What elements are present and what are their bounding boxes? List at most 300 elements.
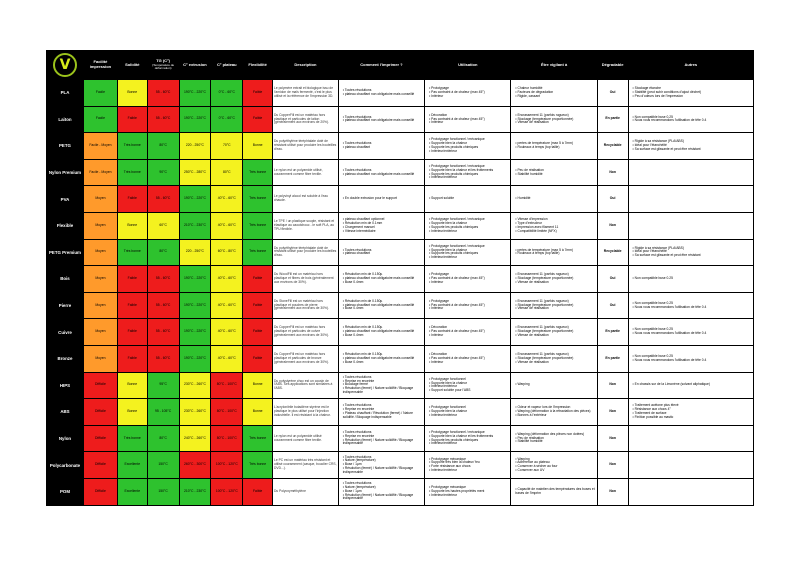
comment-cell-list — [340, 273, 423, 284]
degradable-cell: En partie — [597, 319, 628, 346]
list-item: • Buse 0.4mm — [343, 361, 423, 365]
autres-cell — [628, 425, 753, 452]
list-item: • plateau chauffant non obligatoire mais conseillé — [343, 330, 423, 334]
list-item: • Prototypage fonctionnel / mécanique — [429, 165, 509, 169]
list-item: • Finition possible au mastic — [633, 416, 752, 420]
degradable-cell: Oui — [597, 266, 628, 293]
solidite-cell: Faible — [117, 106, 147, 133]
eviter-cell — [511, 452, 597, 479]
header-solidite: Solidité — [117, 51, 147, 80]
utilisation-cell — [425, 186, 511, 213]
comment-cell-list — [340, 142, 423, 150]
utilisation-cell-list — [426, 165, 509, 180]
facilite-cell: Facile — [83, 106, 117, 133]
comment-cell — [338, 266, 424, 293]
list-item: • Toutes résolutions — [343, 404, 423, 408]
utilisation-cell-list — [426, 273, 509, 284]
list-item: • Supporte bien la chaleur et les frottements — [429, 435, 509, 439]
list-item: • Intérieur — [429, 95, 509, 99]
description-cell: L'acrylonitrile butadiène styrène est le plastique le plus utilisé pour l'injection industrielle. Il est résistant à la chaleur. — [273, 399, 339, 426]
list-item: • Intérieur — [429, 334, 509, 338]
list-item: • Vitesse de réalisation — [515, 334, 595, 338]
facilite-cell: Difficile — [83, 452, 117, 479]
plateau-cell: 40°C - 60°C — [211, 186, 243, 213]
list-item: • Pas contraint à de chaleur (max 45°) — [429, 91, 509, 95]
comment-cell-list — [340, 249, 423, 257]
solidite-cell: Très bonne — [117, 239, 147, 266]
comment-cell-list — [340, 456, 423, 475]
autres-cell-list — [630, 404, 752, 419]
plateau-cell: 70°C — [211, 133, 243, 160]
list-item: • Encrassement 11 (parfois rugueux) — [515, 353, 595, 357]
flexibilite-cell: Faible — [243, 292, 273, 319]
list-item: • Sa surface est glissante et peut être résistant — [633, 148, 752, 152]
description-cell: Du polystyrène choc est un cousin de l'ABS. Ses applications sont similaires à l'ABS. — [273, 372, 339, 399]
tg-cell: 60°C — [147, 212, 179, 239]
utilisation-cell — [425, 266, 511, 293]
list-item: • Prototypage fonctionnel / mécanique — [429, 431, 509, 435]
flexibilite-cell: Faible — [243, 80, 273, 107]
tg-cell: 80°C — [147, 239, 179, 266]
material-row — [47, 319, 754, 346]
extrusion-cell: 250°C - 280°C — [179, 159, 211, 186]
list-item: • plateau chauffant optionnel — [343, 218, 423, 222]
material-row — [47, 425, 754, 452]
list-item: • Encrassement 11 (parfois rugueux) — [515, 326, 595, 330]
eviter-cell — [511, 159, 597, 186]
solidite-cell: Faible — [117, 292, 147, 319]
facilite-cell: Moyen — [83, 345, 117, 372]
material-name: POM — [47, 478, 84, 505]
material-row — [47, 133, 754, 160]
material-name: Nylon — [47, 425, 84, 452]
plateau-cell: 80°C - 100°C — [211, 425, 243, 452]
plateau-cell: 60°C - 80°C — [211, 239, 243, 266]
list-item: • Résolution min de 0.150µ — [343, 273, 423, 277]
list-item: • plateau chauffant — [343, 146, 423, 150]
list-item: • Résolution (fermé) / Nature solidifié / Bloquage indispensable — [343, 467, 423, 475]
utilisation-cell — [425, 452, 511, 479]
autres-cell-list — [630, 87, 752, 98]
plateau-cell: 100°C - 120°C — [211, 478, 243, 505]
list-item: • Warping (déformation des pièces non dotées) — [515, 433, 595, 437]
material-name: Cuivre — [47, 319, 84, 346]
list-item: • Supporte les produits chimiques — [429, 252, 509, 256]
eviter-cell-list — [512, 300, 595, 311]
list-item: • Intérieur/extérieur — [429, 494, 509, 498]
flexibilite-cell: Faible — [243, 106, 273, 133]
autres-cell — [628, 133, 753, 160]
header-plateau: C° plateau — [211, 51, 243, 80]
list-item: • Warping — [515, 383, 595, 387]
plateau-cell: 100°C - 120°C — [211, 452, 243, 479]
list-item: • Prototypage — [429, 273, 509, 277]
plateau-cell: 40°C - 60°C — [211, 345, 243, 372]
list-item: • Rigide, cassant — [515, 95, 595, 99]
comment-cell — [338, 425, 424, 452]
list-item: • Supporte bien la chaleur — [429, 382, 509, 386]
plateau-cell: 40°C - 60°C — [211, 319, 243, 346]
list-item: • Prototypage fonctionnel / mécanique — [429, 138, 509, 142]
tg-cell: 80°C — [147, 133, 179, 160]
list-item: • plateau chauffant non obligatoire mais conseillé — [343, 119, 423, 123]
eviter-cell-list — [512, 87, 595, 98]
tg-cell: 55 - 60°C — [147, 266, 179, 293]
extrusion-cell: 190°C - 220°C — [179, 345, 211, 372]
list-item: • Résistance aux chocs 4° — [633, 408, 752, 412]
extrusion-cell: 190°C - 220°C — [179, 266, 211, 293]
list-item: • Bouclage fermé — [343, 383, 423, 387]
facilite-cell: Difficile — [83, 425, 117, 452]
list-item: • Idéal pour l'étanchéité — [633, 250, 752, 254]
list-item: • Rigide à sa résistance (PLA/ABS) — [633, 140, 752, 144]
autres-cell — [628, 478, 753, 505]
list-item: • Décoration — [429, 353, 509, 357]
material-name: Laiton — [47, 106, 84, 133]
comment-cell — [338, 372, 424, 399]
facilite-cell: Difficile — [83, 478, 117, 505]
degradable-cell: Non — [597, 372, 628, 399]
utilisation-cell — [425, 133, 511, 160]
list-item: • Intérieur/extérieur — [429, 385, 509, 389]
extrusion-cell: 190°C - 220°C — [179, 292, 211, 319]
list-item: • Intérieur — [429, 361, 509, 365]
utilisation-cell-list — [426, 138, 509, 153]
list-item: • Non compatible buse 0.25 — [633, 277, 752, 281]
list-item: • Vitesse de réalisation — [515, 121, 595, 125]
list-item: • Résolution min de 0.1mm — [343, 222, 423, 226]
material-name: Pierre — [47, 292, 84, 319]
autres-cell-list — [630, 247, 752, 258]
list-item: • Supporte les produits chimiques — [429, 439, 509, 443]
eviter-cell — [511, 212, 597, 239]
list-item: • Intérieur — [429, 121, 509, 125]
brand-logo — [53, 53, 77, 77]
flexibilite-cell: Très bonne — [243, 425, 273, 452]
extrusion-cell: 190°C - 220°C — [179, 319, 211, 346]
comment-cell — [338, 239, 424, 266]
list-item: • Nous vous recommandons l'utilisation de tête 0.4 — [633, 119, 752, 123]
autres-cell — [628, 292, 753, 319]
list-item: • Stockage (température proportionnée) — [515, 357, 595, 361]
list-item: • Non compatible buse 0.25 — [633, 116, 752, 120]
material-name: Nylon Premium — [47, 159, 84, 186]
list-item: • Stockage étanche — [633, 87, 752, 91]
utilisation-cell-list — [426, 87, 509, 98]
list-item: • Adhérence au plateau — [515, 461, 595, 465]
list-item: • Buse / 1µm — [343, 490, 423, 494]
utilisation-cell — [425, 372, 511, 399]
list-item: • Prototypage fonctionnel — [429, 378, 509, 382]
list-item: • Vitesse d'impression — [515, 218, 595, 222]
list-item: • Intérieur/extérieur — [429, 176, 509, 180]
facilite-cell: Difficile — [83, 399, 117, 426]
comment-cell-list — [340, 116, 423, 124]
material-name: Flexible — [47, 212, 84, 239]
flexibilite-cell: Bonne — [243, 133, 273, 160]
autres-cell-list — [630, 140, 752, 151]
list-item: • Toutes résolutions — [343, 89, 423, 93]
comment-cell — [338, 478, 424, 505]
extrusion-cell: 190°C - 220°C — [179, 80, 211, 107]
material-row — [47, 345, 754, 372]
list-item: • Nous vous recommandons l'utilisation de tête 0.4 — [633, 332, 752, 336]
list-item: • Nous vous recommandons l'utilisation de tête 0.4 — [633, 306, 752, 310]
list-item: • Peu de réalisation — [515, 169, 595, 173]
list-item: • Humidité — [515, 197, 595, 201]
facilite-cell: Moyen — [83, 186, 117, 213]
utilisation-cell-list — [426, 458, 509, 473]
plateau-cell: 80°C - 100°C — [211, 372, 243, 399]
eviter-cell-list — [512, 197, 595, 201]
list-item: • Pas contraint à de chaleur (max 45°) — [429, 118, 509, 122]
list-item: • Stockage (température proportionnée) — [515, 277, 595, 281]
eviter-cell-list — [512, 169, 595, 177]
degradable-cell: Non — [597, 159, 628, 186]
material-name: ABS — [47, 399, 84, 426]
tg-cell: 55 - 60°C — [147, 292, 179, 319]
eviter-cell — [511, 319, 597, 346]
list-item: • Prototypage — [429, 87, 509, 91]
autres-cell — [628, 212, 753, 239]
extrusion-cell: 240°C - 260°C — [179, 425, 211, 452]
list-item: • Intérieur — [429, 281, 509, 285]
comment-cell-list — [340, 326, 423, 337]
eviter-cell — [511, 186, 597, 213]
utilisation-cell — [425, 212, 511, 239]
list-item: • Toutes résolutions — [343, 376, 423, 380]
solidite-cell: Faible — [117, 345, 147, 372]
solidite-cell: Très bonne — [117, 159, 147, 186]
list-item: • Odeur et vapeur lors de l'impression — [515, 406, 595, 410]
material-row — [47, 292, 754, 319]
list-item: • Pas contraint à de chaleur (max 45°) — [429, 277, 509, 281]
eviter-cell-list — [512, 249, 595, 257]
list-item: • Toutes résolutions — [343, 142, 423, 146]
list-item: • Résolution (fermé) / Nature solidifié / Bloquage indispensable — [343, 494, 423, 502]
list-item: • Décoration — [429, 326, 509, 330]
degradable-cell: Non — [597, 425, 628, 452]
autres-cell — [628, 80, 753, 107]
list-item: • pertes de température (max 5 à 7mm) — [515, 142, 595, 146]
solidite-cell: Excellente — [117, 452, 147, 479]
eviter-cell — [511, 133, 597, 160]
comment-cell-list — [340, 376, 423, 395]
tg-cell: 55 - 60°C — [147, 106, 179, 133]
comment-cell — [338, 345, 424, 372]
flexibilite-cell: Très bonne — [243, 159, 273, 186]
eviter-cell-list — [512, 433, 595, 444]
eviter-cell-list — [512, 114, 595, 125]
eviter-cell-list — [512, 488, 595, 496]
comment-cell-list — [340, 300, 423, 311]
facilite-cell: Moyen — [83, 292, 117, 319]
comment-cell — [338, 212, 424, 239]
comment-cell — [338, 106, 424, 133]
header-tg-label: TG (C°) — [156, 58, 171, 64]
utilisation-cell-list — [426, 300, 509, 311]
comparison-sheet — [46, 50, 754, 501]
utilisation-cell — [425, 106, 511, 133]
list-item: • Intérieur/extérieur — [429, 256, 509, 260]
list-item: • Support soluble pour l'ABS — [429, 389, 509, 393]
tg-cell: 55 - 60°C — [147, 186, 179, 213]
list-item: • Intérieur/extérieur — [429, 414, 509, 418]
list-item: • Peu de réalisation — [515, 437, 595, 441]
utilisation-cell-list — [426, 431, 509, 446]
plateau-cell: 80°C - 100°C — [211, 399, 243, 426]
comment-cell — [338, 80, 424, 107]
list-item: • Toutes résolutions — [343, 482, 423, 486]
list-item: • Non compatible buse 0.25 — [633, 328, 752, 332]
solidite-cell: Bonne — [117, 212, 147, 239]
solidite-cell: Faible — [117, 186, 147, 213]
list-item: • Résolution min de 0.150µ — [343, 300, 423, 304]
header-tg — [147, 51, 179, 80]
list-item: • Rouleaux à temps (top taille) — [515, 146, 595, 150]
list-item: • En chassis sur de la Limonène (solvant aliphatique) — [633, 383, 752, 387]
facilite-cell: Facile — [83, 80, 117, 107]
list-item: • Pas contraint à de chaleur (max 45°) — [429, 357, 509, 361]
plateau-cell: 0°C - 60°C — [211, 80, 243, 107]
list-item: • Buse 0.4mm — [343, 334, 423, 338]
list-item: • Stockage (température proportionnée) — [515, 330, 595, 334]
degradable-cell: Oui — [597, 292, 628, 319]
header-flexibilite: Flexibilité — [243, 51, 273, 80]
eviter-cell — [511, 266, 597, 293]
autres-cell — [628, 345, 753, 372]
solidite-cell: Excellente — [117, 478, 147, 505]
list-item: • Toutes résolutions — [343, 456, 423, 460]
list-item: • Supporte très bien la chaleur/ feu — [429, 461, 509, 465]
utilisation-cell-list — [426, 326, 509, 337]
list-item: • Prototypage fonctionnel / mécanique — [429, 245, 509, 249]
list-item: • Stockage (température proportionnée) — [515, 304, 595, 308]
description-cell: Du WoodFill est un matériau hors plastique et fibres de bois (généralement aux environs de 30%). — [273, 266, 339, 293]
list-item: • Compatibilité limitée (NFX) — [515, 230, 595, 234]
list-item: • En double extrusion pour le support — [343, 197, 423, 201]
list-item: • Prototypage mécanique — [429, 458, 509, 462]
tg-cell: 55 - 60°C — [147, 345, 179, 372]
solidite-cell: Très bonne — [117, 133, 147, 160]
list-item: • Reprise en enceinte — [343, 435, 423, 439]
solidite-cell: Bonne — [117, 372, 147, 399]
material-row — [47, 212, 754, 239]
autres-cell-list — [630, 116, 752, 124]
extrusion-cell: 220 - 250°C — [179, 133, 211, 160]
list-item: • Supporte les hautes propriétés ment — [429, 490, 509, 494]
flexibilite-cell: Faible — [243, 266, 273, 293]
degradable-cell: Recyclable — [597, 239, 628, 266]
plateau-cell: 40°C - 60°C — [211, 212, 243, 239]
comment-cell — [338, 133, 424, 160]
autres-cell — [628, 266, 753, 293]
utilisation-cell-list — [426, 353, 509, 364]
list-item: • Intérieur/extérieur — [429, 230, 509, 234]
extrusion-cell: 230°C - 260°C — [179, 372, 211, 399]
material-row — [47, 186, 754, 213]
list-item: • Non compatible buse 0.25 — [633, 355, 752, 359]
eviter-cell-list — [512, 326, 595, 337]
list-item: • Résolution min de 0.150µ — [343, 326, 423, 330]
header-extrusion: C° extrusion — [179, 51, 211, 80]
list-item: • Pas contraint à de chaleur (max 45°) — [429, 304, 509, 308]
autres-cell — [628, 452, 753, 479]
utilisation-cell-list — [426, 245, 509, 260]
list-item: • Supporte bien la chaleur — [429, 410, 509, 414]
eviter-cell — [511, 80, 597, 107]
utilisation-cell-list — [426, 114, 509, 125]
list-item: • Warping (déformation à la rétractation des pièces) — [515, 410, 595, 414]
list-item: • Supporte bien la chaleur — [429, 222, 509, 226]
eviter-cell — [511, 345, 597, 372]
header-utilisation: Utilisation — [425, 51, 511, 80]
list-item: • plateau chauffant non obligatoire mais conseillé — [343, 173, 423, 177]
autres-cell — [628, 159, 753, 186]
description-cell: Du Polyoxyméthylène — [273, 478, 339, 505]
list-item: • plateau chauffant non obligatoire mais conseillé — [343, 93, 423, 97]
facilite-cell: Moyen — [83, 212, 117, 239]
autres-cell — [628, 399, 753, 426]
extrusion-cell: 260°C - 300°C — [179, 452, 211, 479]
comment-cell-list — [340, 404, 423, 419]
degradable-cell: Non — [597, 478, 628, 505]
list-item: • Traitement de surface — [633, 412, 752, 416]
solidite-cell: Bonne — [117, 80, 147, 107]
comment-cell — [338, 159, 424, 186]
eviter-cell-list — [512, 142, 595, 150]
plateau-cell: 40°C - 60°C — [211, 266, 243, 293]
utilisation-cell-list — [426, 378, 509, 393]
degradable-cell: En partie — [597, 106, 628, 133]
material-name: PVA — [47, 186, 84, 213]
list-item: • Reprise en enceinte — [343, 380, 423, 384]
description-cell: Le TPE / un plastique souple, résistant et élastique au caoutchouc - le soft PLA, au TPU flexible. — [273, 212, 339, 239]
flexibilite-cell: Faible — [243, 345, 273, 372]
degradable-cell: Non — [597, 212, 628, 239]
list-item: • Plateau chauffant / Résolution (fermé) / Nature solidifié / Bloquage indispensable — [343, 412, 423, 420]
autres-cell — [628, 106, 753, 133]
material-name: Bronze — [47, 345, 84, 372]
list-item: • Stabilité (peut subir conditions d'ajout déchet) — [633, 91, 752, 95]
tg-cell: 80°C — [147, 425, 179, 452]
comment-cell-list — [340, 482, 423, 501]
flexibilite-cell: Bonne — [243, 399, 273, 426]
header-row — [47, 51, 754, 80]
solidite-cell: Faible — [117, 266, 147, 293]
list-item: • Warping — [515, 458, 595, 462]
list-item: • Supporte bien la chaleur et les frottements — [429, 169, 509, 173]
list-item: • Résolution (fermé) / Nature solidifié / Bloquage indispensable — [343, 387, 423, 395]
list-item: • Nous vous recommandons l'utilisation de tête 0.4 — [633, 359, 752, 363]
extrusion-cell: 230°C - 260°C — [179, 399, 211, 426]
material-name: PETG — [47, 133, 84, 160]
flexibilite-cell: Faible — [243, 319, 273, 346]
material-row — [47, 239, 754, 266]
list-item: • plateau chauffant — [343, 252, 423, 256]
solidite-cell: Bonne — [117, 399, 147, 426]
extrusion-cell: 190°C - 220°C — [179, 186, 211, 213]
list-item: • Encrassement 11 (parfois rugueux) — [515, 273, 595, 277]
list-item: • pertes de température (max 5 à 7mm) — [515, 249, 595, 253]
comment-cell-list — [340, 353, 423, 364]
autres-cell — [628, 239, 753, 266]
list-item: • Rigide à sa résistance (PLA/ABS) — [633, 247, 752, 251]
material-name: PLA — [47, 80, 84, 107]
header-tg-sub: (Température de déformation) — [152, 62, 175, 71]
facilite-cell: Difficile — [83, 372, 117, 399]
material-name: Bois — [47, 266, 84, 293]
